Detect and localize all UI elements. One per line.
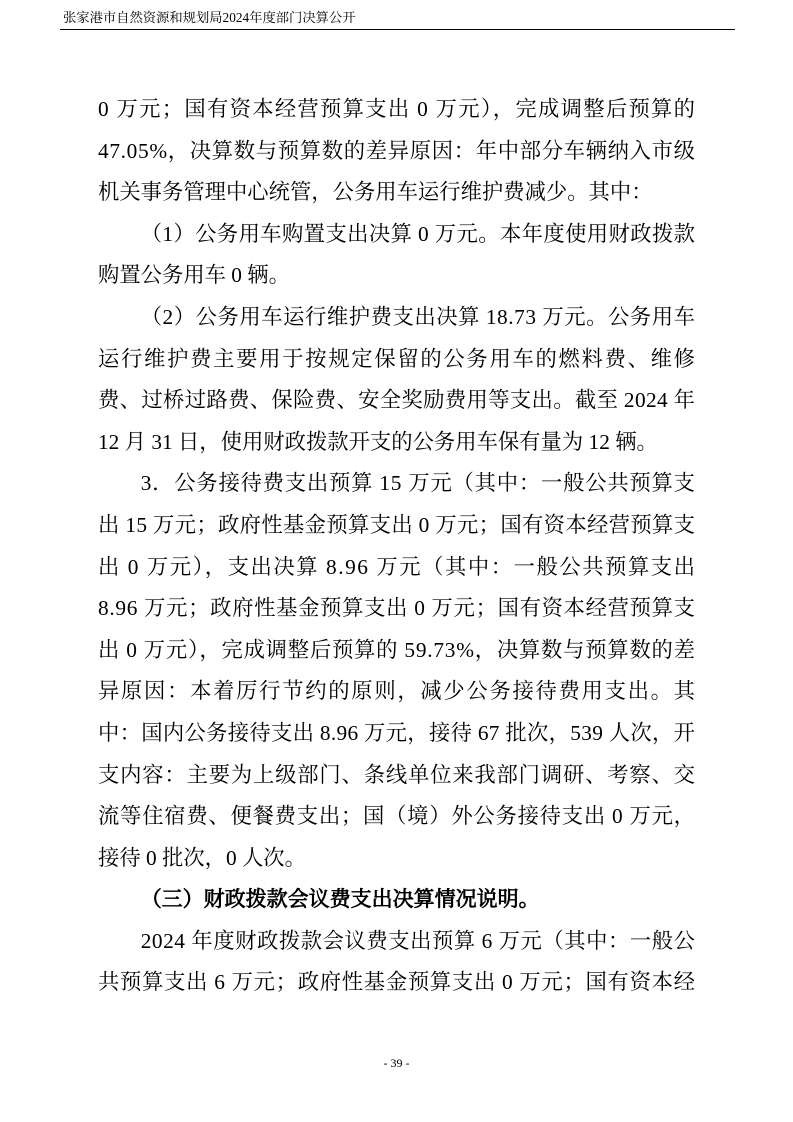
text-line-content: 中：国内公务接待支出 8.96 万元，接待 67 批次，539 人次，开: [98, 720, 696, 745]
text-line: [98, 547, 695, 589]
paragraph: [98, 89, 695, 214]
text-line: [98, 255, 695, 297]
text-line: [98, 921, 695, 963]
document-body: [98, 89, 695, 1004]
text-line-content: 支内容：主要为上级部门、条线单位来我部门调研、考察、交: [98, 762, 696, 787]
page-number: - 39 -: [383, 1056, 410, 1070]
text-line: [98, 339, 695, 381]
text-line: [98, 505, 695, 547]
text-line-content: （1）公务用车购置支出决算 0 万元。本年度使用财政拨款: [140, 221, 696, 246]
text-line-content: 出 15 万元；政府性基金预算支出 0 万元；国有资本经营预算支: [98, 512, 696, 537]
text-line: [98, 463, 695, 505]
text-line: [98, 172, 695, 214]
paragraph: [98, 214, 695, 297]
text-line: [98, 713, 695, 755]
text-line-content: 出 0 万元），完成调整后预算的 59.73%，决算数与预算数的差: [98, 637, 696, 662]
running-header-title: 张家港市自然资源和规划局2024年度部门决算公开: [63, 10, 356, 25]
text-line-content: 异原因：本着厉行节约的原则，减少公务接待费用支出。其: [98, 679, 697, 704]
text-line: [98, 588, 695, 630]
text-line-content: 8.96 万元；政府性基金预算支出 0 万元；国有资本经营预算支: [98, 596, 696, 621]
text-line-content: 出 0 万元），支出决算 8.96 万元（其中：一般公共预算支出: [98, 554, 697, 579]
text-line-content: 3．公务接待费支出预算 15 万元（其中：一般公共预算支: [140, 471, 696, 496]
text-line: [98, 422, 695, 464]
text-line: [98, 962, 695, 1004]
text-line-content: 运行维护费主要用于按规定保留的公务用车的燃料费、维修: [98, 346, 697, 371]
text-line-content: 接待 0 批次，0 人次。: [98, 845, 306, 870]
text-line-content: 12 月 31 日，使用财政拨款开支的公务用车保有量为 12 辆。: [98, 429, 658, 454]
text-line: [98, 89, 695, 131]
text-line: [98, 796, 695, 838]
text-line: [98, 380, 695, 422]
text-line: [98, 671, 695, 713]
text-line: [98, 755, 695, 797]
section-heading: [98, 879, 695, 921]
text-line-content: 0 万元；国有资本经营预算支出 0 万元），完成调整后预算的: [98, 97, 697, 121]
text-line-content: （2）公务用车运行维护费支出决算 18.73 万元。公务用车: [140, 304, 696, 329]
header-rule: [60, 29, 735, 30]
text-line: [98, 214, 695, 256]
text-line-content: 流等住宿费、便餐费支出；国（境）外公务接待支出 0 万元，: [98, 804, 696, 829]
text-line-content: 费、过桥过路费、保险费、安全奖励费用等支出。截至 2024 年: [98, 388, 696, 413]
paragraph: [98, 297, 695, 463]
text-line: [98, 838, 695, 880]
text-line-content: 共预算支出 6 万元；政府性基金预算支出 0 万元；国有资本经: [98, 970, 696, 995]
text-line-content: 2024 年度财政拨款会议费支出预算 6 万元（其中：一般公: [140, 928, 696, 953]
text-line-content: 机关事务管理中心统管，公务用车运行维护费减少。其中：: [98, 180, 653, 205]
text-line: [98, 131, 695, 173]
text-line-content: 购置公务用车 0 辆。: [98, 263, 290, 288]
text-line-content: 47.05%，决算数与预算数的差异原因：年中部分车辆纳入市级: [98, 138, 696, 163]
paragraph: [98, 463, 695, 879]
section-heading-text: （三）财政拨款会议费支出决算情况说明。: [140, 887, 540, 912]
paragraph: [98, 921, 695, 1004]
text-line: [98, 630, 695, 672]
text-line: [98, 297, 695, 339]
